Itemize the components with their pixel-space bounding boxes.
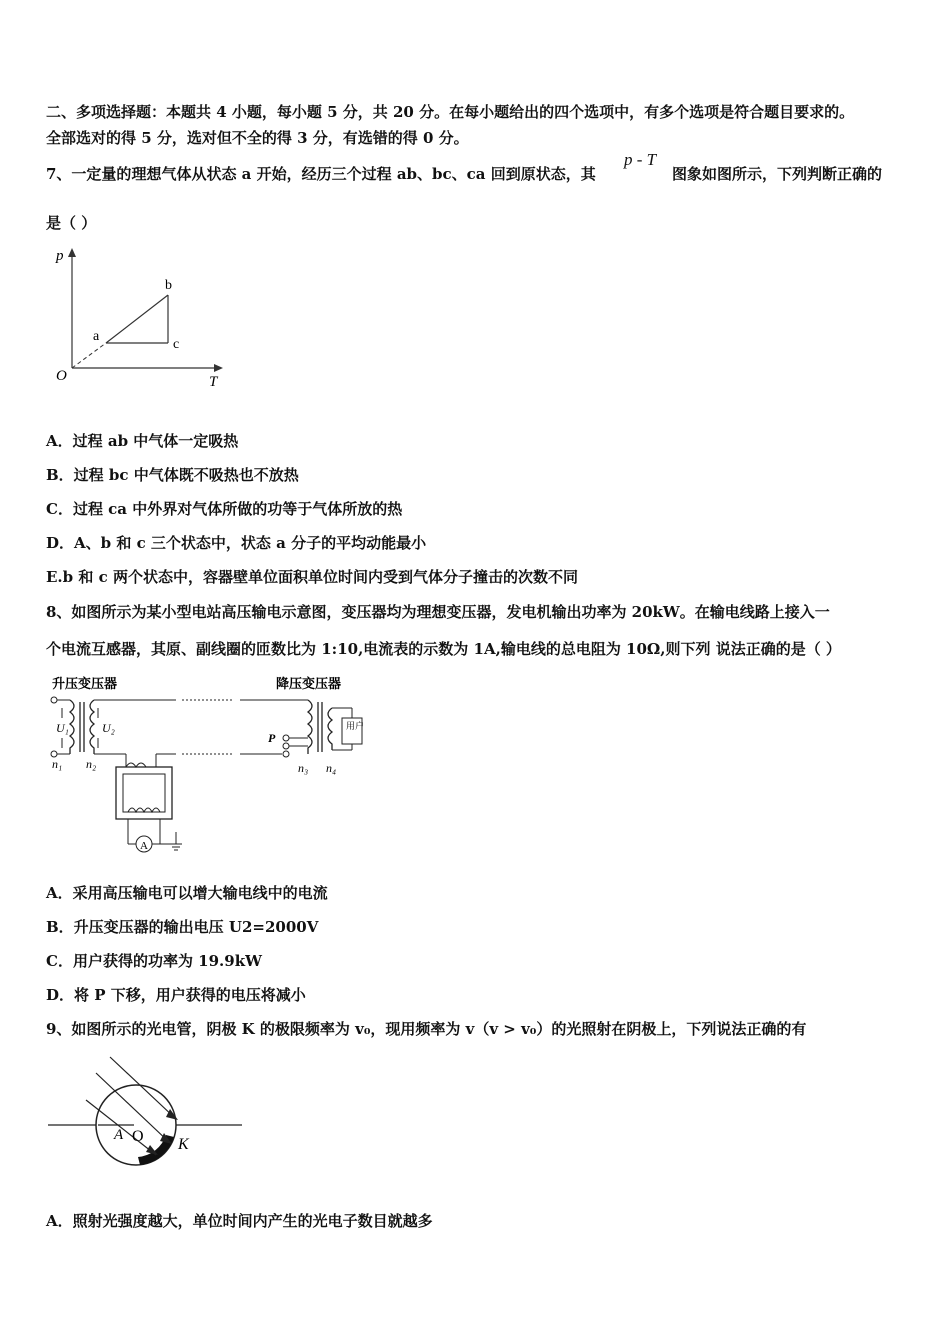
anode-label: A [114,1127,124,1143]
n3-label: n₃ [298,761,309,775]
q7-option-a: A．过程 ab 中气体一定吸热 [46,432,239,450]
q8-option-d: D．将 P 下移，用户获得的电压将减小 [46,986,306,1004]
process-ab [106,295,168,343]
state-c-label: c [173,337,180,352]
q7-formula-text: p - T [624,150,657,169]
q7-stem-part3: 是（ ） [46,214,97,232]
t-label: T [209,374,218,390]
p-axis-arrow-icon [68,248,76,257]
dashed-extension [72,343,106,368]
ct-secondary-coil [128,808,160,812]
step-down-label: 降压变压器 [276,677,342,692]
terminal-top-left [51,697,57,703]
primary-coil-n3 [308,700,312,754]
state-a-label: a [93,329,100,344]
section-heading-line2: 全部选对的得 5 分，选对但不全的得 3 分，有选错的得 0 分。 [46,129,469,147]
q9-phototube-diagram [46,1055,246,1170]
q8-transmission-diagram [46,672,376,860]
u2-label: U₂ [102,721,115,735]
q7-option-c: C．过程 ca 中外界对气体所做的功等于气体所放的热 [46,500,403,518]
q7-option-e: E.b 和 c 两个状态中，容器壁单位面积单位时间内受到气体分子撞击的次数不同 [46,568,578,586]
q7-stem-part2: 图象如图所示，下列判断正确的 [672,165,883,183]
state-b-label: b [165,278,172,293]
secondary-coil-n2 [90,700,94,754]
q7-option-d: D．A、b 和 c 三个状态中，状态 a 分子的平均动能最小 [46,534,427,552]
q7-formula [624,150,656,170]
p-label: P [268,731,276,745]
q7-stem-part1: 7、一定量的理想气体从状态 a 开始，经历三个过程 ab、bc、ca 回到原状态，其 [46,165,596,183]
n1-label: n₁ [52,757,63,771]
u1-label: U₁ [56,721,69,735]
tap-terminal [283,743,289,749]
q8-option-b: B．升压变压器的输出电压 U2=2000V [46,918,319,936]
q7-pt-diagram [46,240,236,395]
q8-stem-part2: 个电流互感器，其原、副线圈的匝数比为 1:10,电流表的示数为 1A,输电线的总电阻为 10Ω,则下列 说法正确的是（ ） [46,640,841,658]
q8-option-a: A．采用高压输电可以增大输电线中的电流 [46,884,328,902]
q9-stem: 9、如图所示的光电管，阴极 K 的极限频率为 v₀，现用频率为 v（v > v₀）的光照射在阴极上，下列说法正确的有 [46,1020,807,1038]
t-axis-arrow-icon [214,364,223,372]
cathode-label: K [178,1136,189,1153]
step-up-label: 升压变压器 [52,677,118,692]
q8-stem-part1: 8、如图所示为某小型电站高压输电示意图，变压器均为理想变压器，发电机输出功率为 20kW。在输电线路上接入一 [46,603,830,621]
tube-center-label: O [132,1128,144,1145]
section-heading-line1: 二、多项选择题：本题共 4 小题，每小题 5 分，共 20 分。在每小题给出的四个选项中，有多个选项是符合题目要求的。 [46,103,855,121]
current-transformer-inner [123,774,165,812]
primary-coil-n1 [70,700,74,754]
origin-label: O [56,368,67,384]
q8-option-c: C．用户获得的功率为 19.9kW [46,952,262,970]
q9-option-a: A．照射光强度越大，单位时间内产生的光电子数目就越多 [46,1212,433,1230]
user-label: 用户 [346,722,365,732]
tap-terminal [283,751,289,757]
n4-label: n₄ [326,761,337,775]
q7-option-b: B．过程 bc 中气体既不吸热也不放热 [46,466,299,484]
ammeter-label: A [140,840,148,852]
tap-p-terminal [283,735,289,741]
p-label: p [56,248,64,264]
n2-label: n₂ [86,757,97,771]
secondary-coil-n4 [328,708,332,750]
